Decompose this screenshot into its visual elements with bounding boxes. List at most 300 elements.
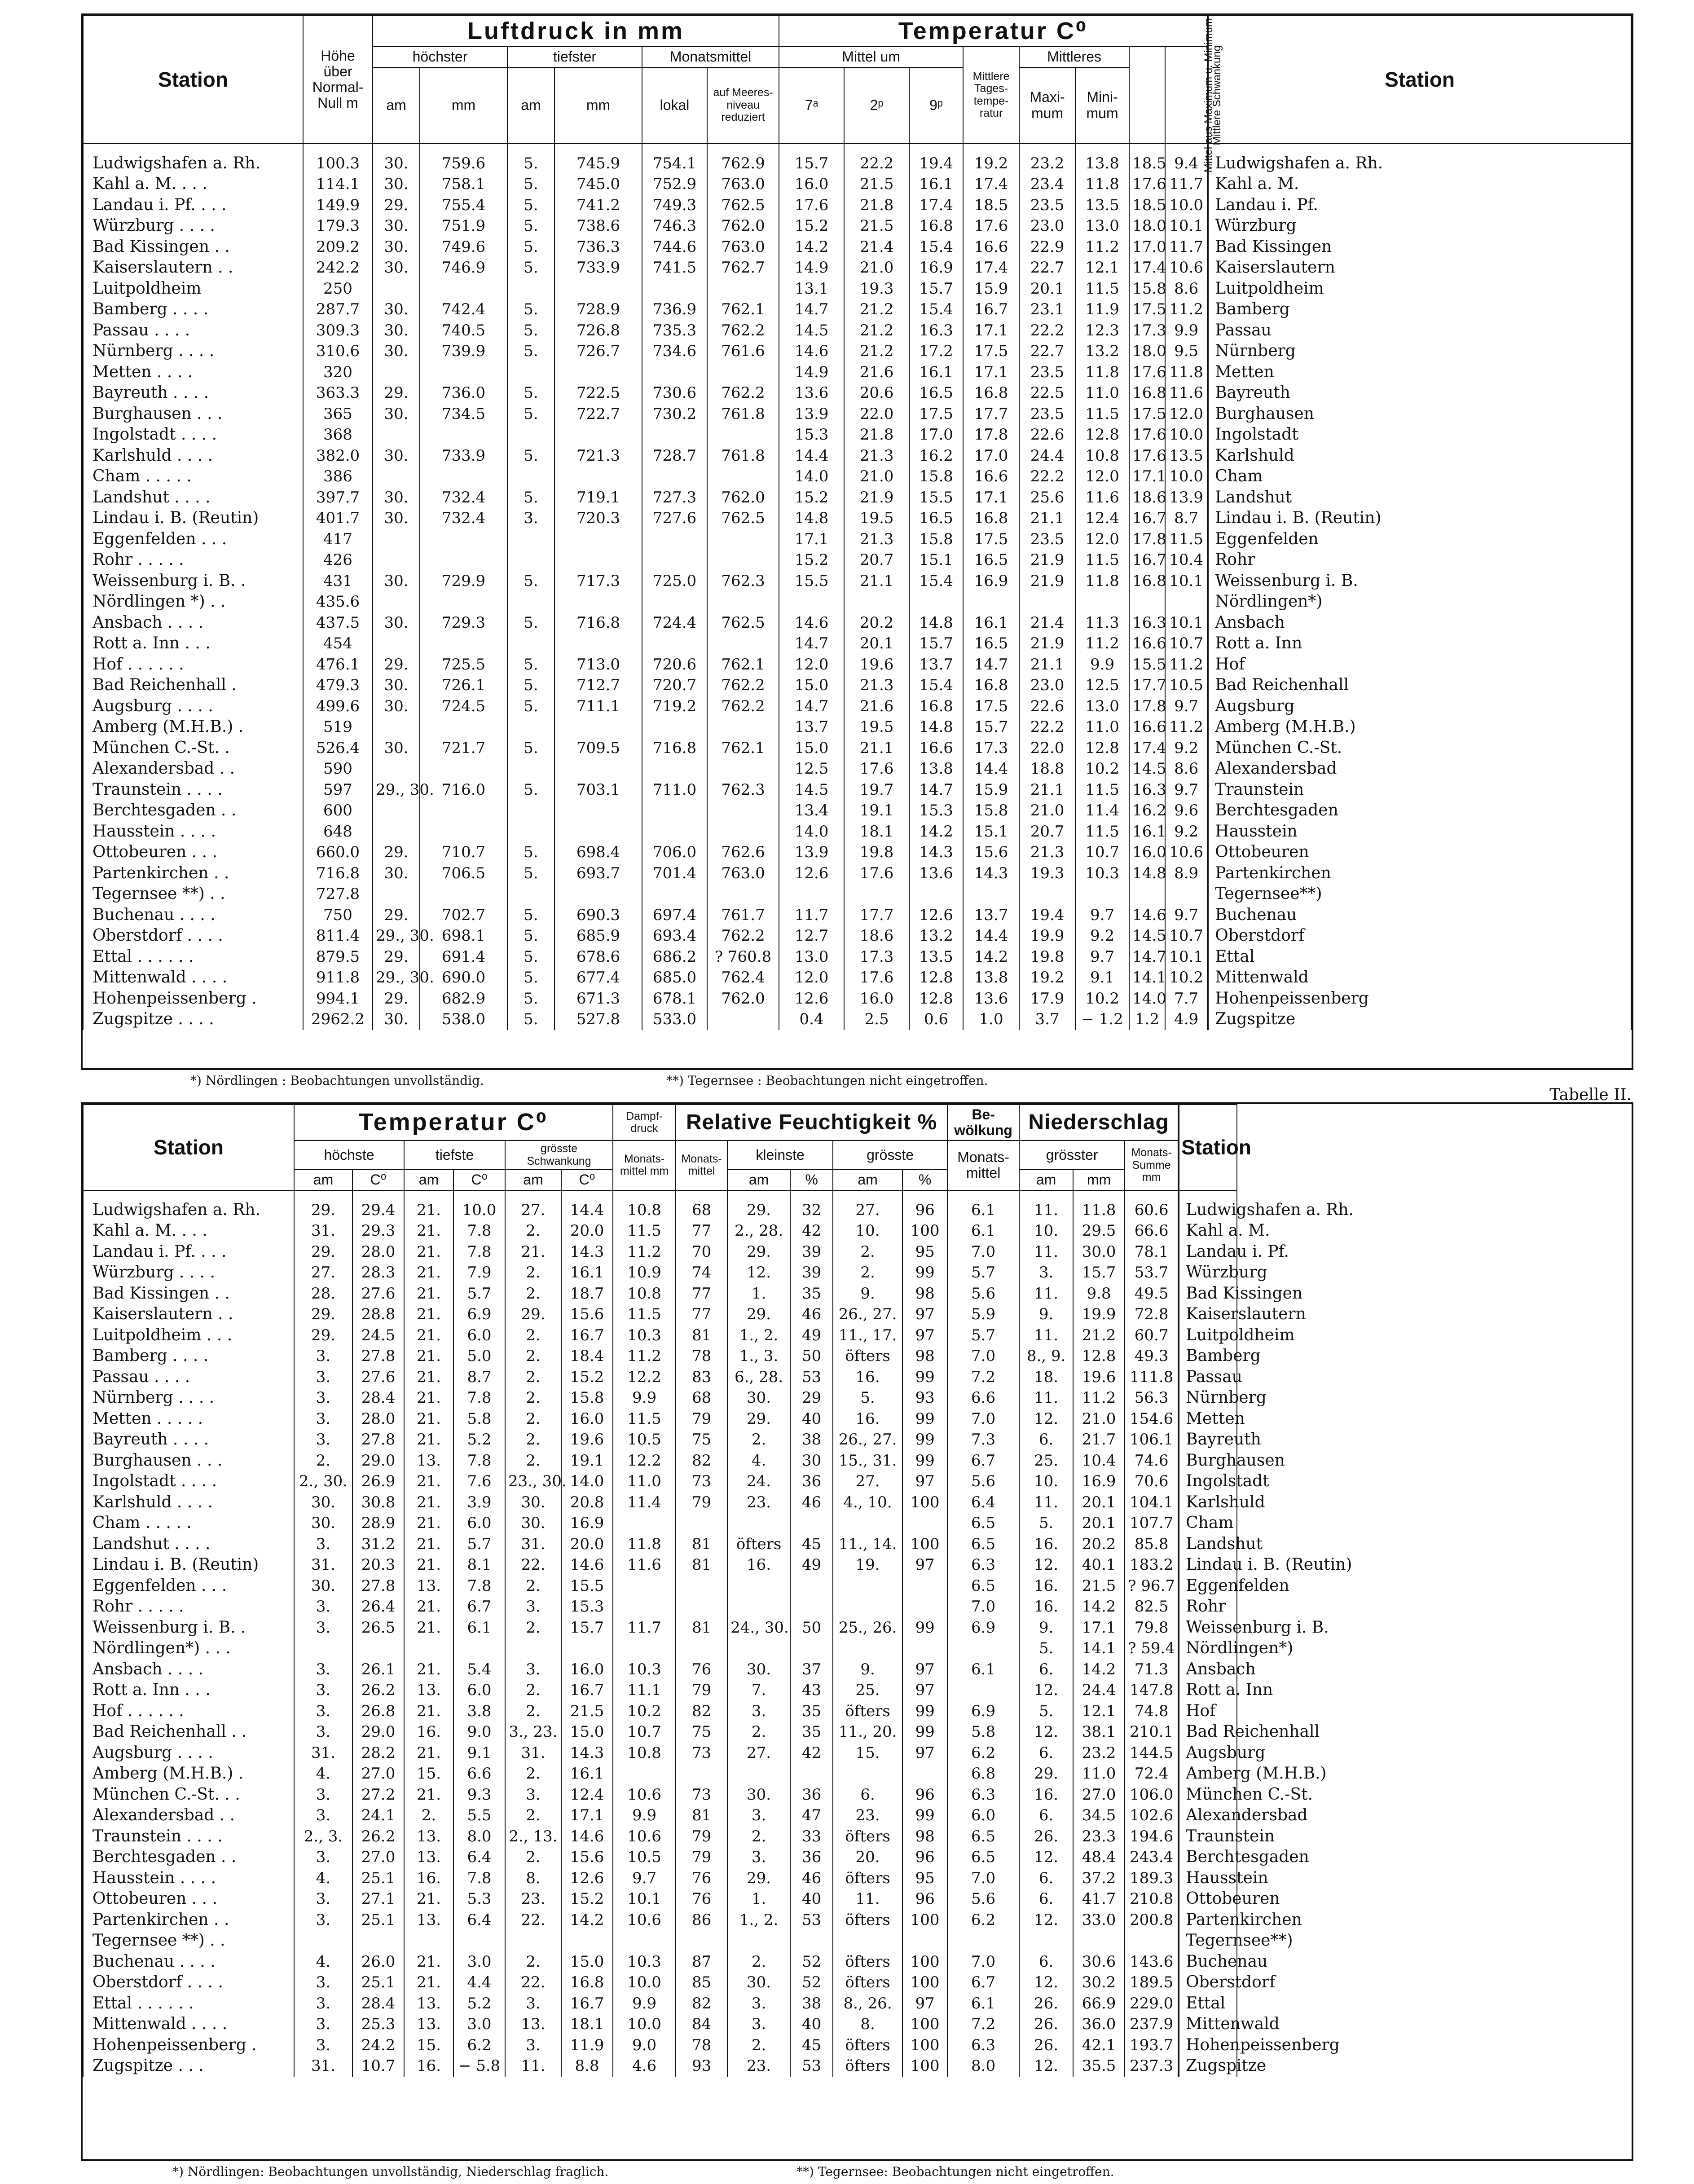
cell-t2: 19.5 [844, 717, 909, 738]
cell-na: 16. [1019, 1576, 1073, 1597]
cell-tt: 17.5 [963, 529, 1019, 550]
cell-sa [505, 1638, 561, 1659]
cell-station: Alexandersbad . . [83, 1805, 294, 1826]
cell-station: Hohenpeissenberg . [83, 988, 303, 1009]
cell-tc: 5.7 [453, 1283, 505, 1304]
cell-ha: 3. [294, 1972, 352, 1993]
cell-mn: 11.9 [1075, 299, 1129, 320]
cell-ns: ? 59.4 [1125, 1638, 1179, 1659]
cell-mm: 18.6 [1129, 487, 1165, 508]
cell-ns: 72.4 [1125, 1763, 1179, 1784]
cell-hd [373, 800, 420, 821]
cell-fm: 81 [676, 1805, 727, 1826]
table-row [83, 654, 1631, 675]
cell-mn: 13.0 [1075, 216, 1129, 237]
cell-s2: Hof [1208, 654, 1631, 675]
table-row [83, 1805, 1631, 1826]
cell-station: Hof . . . . . . [83, 1701, 294, 1722]
cell-tc: 6.1 [453, 1617, 505, 1638]
cell-b: 6.7 [947, 1972, 1019, 1993]
cell-tt: 17.1 [963, 487, 1019, 508]
cell-na: 26. [1019, 2035, 1073, 2056]
cell-t2: 17.6 [844, 967, 909, 988]
cell-hm [420, 884, 507, 905]
cell-mx: 22.0 [1019, 738, 1075, 759]
cell-fm: 86 [676, 1910, 727, 1931]
cell-sc: 16.8 [561, 1972, 613, 1993]
cell-mx: 21.0 [1019, 800, 1075, 821]
cell-mx: 21.9 [1019, 633, 1075, 654]
cell-hm: 729.9 [420, 571, 507, 592]
cell-gp: 98 [902, 1826, 947, 1847]
table-row [83, 1701, 1631, 1722]
cell-t9: 14.2 [909, 821, 963, 842]
cell-ns: 104.1 [1125, 1492, 1179, 1513]
cell-gp [902, 1763, 947, 1784]
cell-s2: Cham [1208, 466, 1631, 487]
cell-mn: 12.3 [1075, 320, 1129, 341]
cell-b: 6.2 [947, 1743, 1019, 1764]
cell-t9: 19.4 [909, 144, 963, 174]
cell-na: 5. [1019, 1513, 1073, 1534]
cell-mm: 16.8 [1129, 571, 1165, 592]
cell-mr: 762.0 [707, 487, 779, 508]
cell-b: 7.0 [947, 1868, 1019, 1889]
cell-na: 6. [1019, 1659, 1073, 1680]
cell-h: 100.3 [303, 144, 373, 174]
cell-td: 5. [507, 967, 554, 988]
cell-ha: 30. [294, 1492, 352, 1513]
cell-t9: 15.8 [909, 529, 963, 550]
table-row [83, 1847, 1631, 1868]
cell-d: 9.9 [613, 1387, 676, 1409]
cell-lok: 744.6 [642, 237, 707, 258]
cell-mm: 18.0 [1129, 216, 1165, 237]
cell-td: 5. [507, 988, 554, 1009]
cell-t7: 12.6 [779, 863, 844, 884]
header-dampf-mittel: Monats-mittel mm [613, 1140, 676, 1190]
cell-station: Oberstdorf . . . . [83, 925, 303, 947]
cell-station: Berchtesgaden . . [83, 800, 303, 821]
table-row [83, 1951, 1631, 1973]
cell-tt: 17.8 [963, 424, 1019, 445]
cell-hc: 25.1 [352, 1910, 404, 1931]
cell-nm: 16.9 [1073, 1471, 1125, 1492]
cell-t7 [779, 591, 844, 612]
cell-tc: 3.0 [453, 1951, 505, 1973]
cell-nm: 11.2 [1073, 1387, 1125, 1409]
cell-mm: 16.6 [1129, 633, 1165, 654]
cell-ka: 23. [727, 1492, 790, 1513]
cell-station: Metten . . . . [83, 362, 303, 383]
cell-tc: 6.0 [453, 1325, 505, 1346]
table-1 [83, 15, 1632, 1030]
cell-hc: 28.8 [352, 1304, 404, 1325]
cell-t9: 13.6 [909, 863, 963, 884]
cell-s2: Bad Kissingen [1208, 237, 1631, 258]
cell-h: 287.7 [303, 299, 373, 320]
cell-tc: 6.6 [453, 1763, 505, 1784]
cell-sw: 11.2 [1165, 654, 1208, 675]
cell-tm [554, 362, 642, 383]
cell-mm: 17.0 [1129, 237, 1165, 258]
cell-mx: 23.0 [1019, 216, 1075, 237]
cell-b: 7.2 [947, 1367, 1019, 1388]
cell-s2: Landau i. Pf. [1208, 195, 1631, 216]
table-row [83, 591, 1631, 612]
cell-s2: Zugspitze [1208, 1009, 1631, 1030]
cell-t9: 13.2 [909, 925, 963, 947]
cell-d [613, 1576, 676, 1597]
cell-mn: 11.2 [1075, 633, 1129, 654]
cell-mn: 9.9 [1075, 654, 1129, 675]
cell-t7: 13.0 [779, 947, 844, 968]
cell-ns: 56.3 [1125, 1387, 1179, 1409]
cell-station: Landau i. Pf. . . . [83, 195, 303, 216]
cell-station: Hausstein . . . . [83, 821, 303, 842]
cell-hd: 29. [373, 947, 420, 968]
cell-ns: 194.6 [1125, 1826, 1179, 1847]
cell-mm: 1.2 [1129, 1009, 1165, 1030]
table-row [83, 1826, 1631, 1847]
cell-sc: 18.7 [561, 1283, 613, 1304]
table-row [83, 1743, 1631, 1764]
cell-s2: Partenkirchen [1179, 1910, 1237, 1931]
cell-t2: 18.1 [844, 821, 909, 842]
cell-t2: 21.0 [844, 466, 909, 487]
cell-mm: 17.6 [1129, 424, 1165, 445]
cell-t2: 21.4 [844, 237, 909, 258]
cell-tm [554, 800, 642, 821]
cell-fm: 68 [676, 1387, 727, 1409]
cell-ns: 53.7 [1125, 1262, 1179, 1283]
cell-hm: 729.3 [420, 612, 507, 634]
cell-tt: 14.2 [963, 947, 1019, 968]
cell-station: Landau i. Pf. . . . [83, 1242, 294, 1263]
header-monatssumme: Monats-Summe mm [1125, 1140, 1179, 1190]
cell-t9: 13.7 [909, 654, 963, 675]
cell-s2: Tegernsee**) [1208, 884, 1631, 905]
table-row [83, 299, 1631, 320]
table-row [83, 863, 1631, 884]
cell-ns: 74.6 [1125, 1450, 1179, 1471]
cell-sa: 2. [505, 1680, 561, 1701]
cell-tc: 8.0 [453, 1826, 505, 1847]
cell-tc: 8.1 [453, 1554, 505, 1576]
cell-hd [373, 466, 420, 487]
cell-ns: 78.1 [1125, 1242, 1179, 1263]
header-mini: Mini-mum [1075, 67, 1129, 144]
cell-hd: 30. [373, 508, 420, 529]
cell-mm: 17.1 [1129, 466, 1165, 487]
cell-na: 5. [1019, 1638, 1073, 1659]
cell-tc: 10.0 [453, 1190, 505, 1221]
cell-ga: 2. [833, 1262, 902, 1283]
cell-s2: Berchtesgaden [1179, 1847, 1237, 1868]
cell-t7: 12.7 [779, 925, 844, 947]
table-row [83, 1576, 1631, 1597]
cell-station: Bad Reichenhall . [83, 675, 303, 696]
cell-sc: 16.7 [561, 1993, 613, 2014]
cell-mr: 761.8 [707, 445, 779, 467]
cell-ns: 79.8 [1125, 1617, 1179, 1638]
table-row [83, 779, 1631, 801]
cell-na: 11. [1019, 1325, 1073, 1346]
cell-t7: 14.5 [779, 779, 844, 801]
cell-lok: 685.0 [642, 967, 707, 988]
cell-ta: 16. [404, 1722, 453, 1743]
table-row [83, 278, 1631, 299]
cell-ta: 13. [404, 2014, 453, 2035]
cell-nm: 14.2 [1073, 1596, 1125, 1617]
cell-nm: 30.2 [1073, 1972, 1125, 1993]
header-am: am [373, 67, 420, 144]
cell-t9: 15.7 [909, 278, 963, 299]
cell-kp: 52 [790, 1972, 833, 1993]
cell-ns: 49.3 [1125, 1346, 1179, 1367]
cell-gp [902, 1638, 947, 1659]
cell-mn: 12.0 [1075, 529, 1129, 550]
cell-t2: 21.0 [844, 257, 909, 278]
cell-td: 5. [507, 612, 554, 634]
cell-sc: 14.6 [561, 1826, 613, 1847]
cell-station: Landshut . . . . [83, 1534, 294, 1555]
cell-hm: 758.1 [420, 174, 507, 195]
cell-sc: 19.1 [561, 1450, 613, 1471]
cell-mn: 11.0 [1075, 717, 1129, 738]
cell-tt: 16.6 [963, 237, 1019, 258]
cell-lok [642, 717, 707, 738]
cell-kp: 29 [790, 1387, 833, 1409]
cell-sa: 2. [505, 1367, 561, 1388]
cell-mx: 22.7 [1019, 341, 1075, 362]
cell-sa: 27. [505, 1190, 561, 1221]
cell-b: 6.3 [947, 2035, 1019, 2056]
cell-mn: 10.8 [1075, 445, 1129, 467]
cell-ka: 3. [727, 1701, 790, 1722]
cell-hc: 29.0 [352, 1450, 404, 1471]
cell-lok [642, 800, 707, 821]
cell-hd: 29. [373, 383, 420, 404]
cell-nm: 14.1 [1073, 1638, 1125, 1659]
cell-station: Rohr . . . . . [83, 550, 303, 571]
cell-sa: 3. [505, 1993, 561, 2014]
cell-ga: öfters [833, 1910, 902, 1931]
table-row [83, 1868, 1631, 1889]
cell-tm: 745.9 [554, 144, 642, 174]
cell-lok [642, 758, 707, 779]
cell-nm: 21.5 [1073, 1576, 1125, 1597]
cell-ha: 3. [294, 1617, 352, 1638]
cell-mr: 763.0 [707, 863, 779, 884]
header-groesste-schw: grösste Schwankung [505, 1140, 613, 1170]
cell-na: 10. [1019, 1220, 1073, 1242]
cell-s2: Bad Reichenhall [1179, 1722, 1237, 1743]
cell-t7: 15.2 [779, 216, 844, 237]
cell-station: Ingolstadt . . . . [83, 1471, 294, 1492]
cell-mm: 16.3 [1129, 779, 1165, 801]
cell-ha: 31. [294, 1554, 352, 1576]
table-row [83, 675, 1631, 696]
cell-t7: 13.9 [779, 404, 844, 425]
cell-s2: Bayreuth [1179, 1429, 1237, 1450]
cell-sc: 20.0 [561, 1220, 613, 1242]
cell-nm: 34.5 [1073, 1805, 1125, 1826]
cell-tt: 17.3 [963, 738, 1019, 759]
cell-sc: 14.0 [561, 1471, 613, 1492]
cell-d [613, 1596, 676, 1617]
cell-sw: 9.4 [1165, 144, 1208, 174]
cell-mn: 11.8 [1075, 362, 1129, 383]
cell-mm: 17.6 [1129, 445, 1165, 467]
cell-d: 12.2 [613, 1367, 676, 1388]
cell-station: Ansbach . . . . [83, 1659, 294, 1680]
cell-tm: 741.2 [554, 195, 642, 216]
cell-hm [420, 362, 507, 383]
table-row [83, 404, 1631, 425]
cell-mn: 11.5 [1075, 278, 1129, 299]
cell-kp: 46 [790, 1304, 833, 1325]
header-9p: 9ᵖ [909, 67, 963, 144]
cell-gp: 100 [902, 1220, 947, 1242]
cell-na: 6. [1019, 1951, 1073, 1973]
cell-d: 4.6 [613, 2056, 676, 2077]
cell-t2: 17.6 [844, 758, 909, 779]
cell-hm: 721.7 [420, 738, 507, 759]
cell-td: 3. [507, 508, 554, 529]
cell-mx: 19.8 [1019, 947, 1075, 968]
table-row [83, 1680, 1631, 1701]
table-row [83, 967, 1631, 988]
cell-ga: 27. [833, 1471, 902, 1492]
cell-lok: 728.7 [642, 445, 707, 467]
cell-td: 5. [507, 257, 554, 278]
cell-t7: 14.5 [779, 320, 844, 341]
cell-lok [642, 278, 707, 299]
cell-hm: 702.7 [420, 905, 507, 926]
cell-sa: 3. [505, 1784, 561, 1805]
cell-gp [902, 1513, 947, 1534]
table-row [83, 508, 1631, 529]
cell-gp: 96 [902, 1847, 947, 1868]
table-row [83, 612, 1631, 634]
cell-mx: 23.5 [1019, 529, 1075, 550]
cell-kp: 30 [790, 1450, 833, 1471]
header-am: am [294, 1170, 352, 1190]
table-row [83, 925, 1631, 947]
cell-nm: 12.1 [1073, 1701, 1125, 1722]
cell-tt: 14.7 [963, 654, 1019, 675]
cell-na: 26. [1019, 1993, 1073, 2014]
header-temperatur: Temperatur C⁰ [779, 16, 1208, 47]
cell-sa: 3. [505, 2035, 561, 2056]
cell-mr: 762.2 [707, 383, 779, 404]
table-row [83, 571, 1631, 592]
cell-lok [642, 821, 707, 842]
header-c: C⁰ [453, 1170, 505, 1190]
cell-t2: 19.3 [844, 278, 909, 299]
cell-fm: 77 [676, 1283, 727, 1304]
cell-tc: 5.2 [453, 1429, 505, 1450]
cell-gp: 100 [902, 1951, 947, 1973]
cell-hc: 31.2 [352, 1534, 404, 1555]
cell-ga: 9. [833, 1283, 902, 1304]
cell-sa: 13. [505, 2014, 561, 2035]
header-bewoelkung: Be-wölkung [947, 1105, 1019, 1140]
cell-na [1019, 1930, 1073, 1951]
cell-hm: 755.4 [420, 195, 507, 216]
cell-t2: 21.6 [844, 362, 909, 383]
cell-b: 6.5 [947, 1513, 1019, 1534]
cell-h: 597 [303, 779, 373, 801]
cell-mx: 19.2 [1019, 967, 1075, 988]
cell-sw: 9.2 [1165, 821, 1208, 842]
cell-ga: 23. [833, 1805, 902, 1826]
cell-station: Bad Reichenhall . . [83, 1722, 294, 1743]
cell-ns: 82.5 [1125, 1596, 1179, 1617]
cell-td: 5. [507, 947, 554, 968]
cell-s2: Kaiserslautern [1179, 1304, 1237, 1325]
cell-ta: 21. [404, 1701, 453, 1722]
cell-mm: 18.5 [1129, 144, 1165, 174]
cell-tm: 726.8 [554, 320, 642, 341]
cell-mr: 761.7 [707, 905, 779, 926]
cell-s2: Tegernsee**) [1179, 1930, 1237, 1951]
cell-ga: öfters [833, 2035, 902, 2056]
cell-tm: 671.3 [554, 988, 642, 1009]
cell-station: Traunstein . . . . [83, 779, 303, 801]
cell-fm: 81 [676, 1617, 727, 1638]
cell-ka [727, 1513, 790, 1534]
cell-sc: 15.2 [561, 1367, 613, 1388]
table-row [83, 466, 1631, 487]
footnote-nordlingen: *) Nördlingen: Beobachtungen unvollständig, Niederschlag fraglich. [172, 2164, 609, 2179]
header-schwankung: Mittlere Schwankung [1165, 47, 1208, 143]
cell-lok: 735.3 [642, 320, 707, 341]
cell-tc: 6.9 [453, 1304, 505, 1325]
cell-mn: 13.5 [1075, 195, 1129, 216]
cell-tt: 16.8 [963, 508, 1019, 529]
cell-b: 6.3 [947, 1784, 1019, 1805]
cell-s2: Hausstein [1208, 821, 1631, 842]
cell-mx: 22.2 [1019, 320, 1075, 341]
cell-lok: 678.1 [642, 988, 707, 1009]
cell-sa: 21. [505, 1242, 561, 1263]
cell-station: Partenkirchen . . [83, 863, 303, 884]
cell-t9: 15.7 [909, 633, 963, 654]
cell-td: 5. [507, 1009, 554, 1030]
cell-ha: 4. [294, 1763, 352, 1784]
cell-t7: 15.5 [779, 571, 844, 592]
cell-ka: 4. [727, 1450, 790, 1471]
cell-gp: 93 [902, 1387, 947, 1409]
cell-tc: 6.2 [453, 2035, 505, 2056]
cell-s2: Traunstein [1208, 779, 1631, 801]
cell-kp [790, 1513, 833, 1534]
cell-sc: 14.2 [561, 1910, 613, 1931]
cell-mx: 19.3 [1019, 863, 1075, 884]
cell-hd: 30. [373, 487, 420, 508]
cell-mm: 17.8 [1129, 696, 1165, 717]
cell-hc: 28.9 [352, 1513, 404, 1534]
cell-t2: 21.1 [844, 738, 909, 759]
cell-t7: 13.4 [779, 800, 844, 821]
cell-ka: 24. [727, 1471, 790, 1492]
cell-nm: 20.1 [1073, 1492, 1125, 1513]
cell-mx: 23.5 [1019, 195, 1075, 216]
cell-hm: 725.5 [420, 654, 507, 675]
cell-ta: 21. [404, 1554, 453, 1576]
